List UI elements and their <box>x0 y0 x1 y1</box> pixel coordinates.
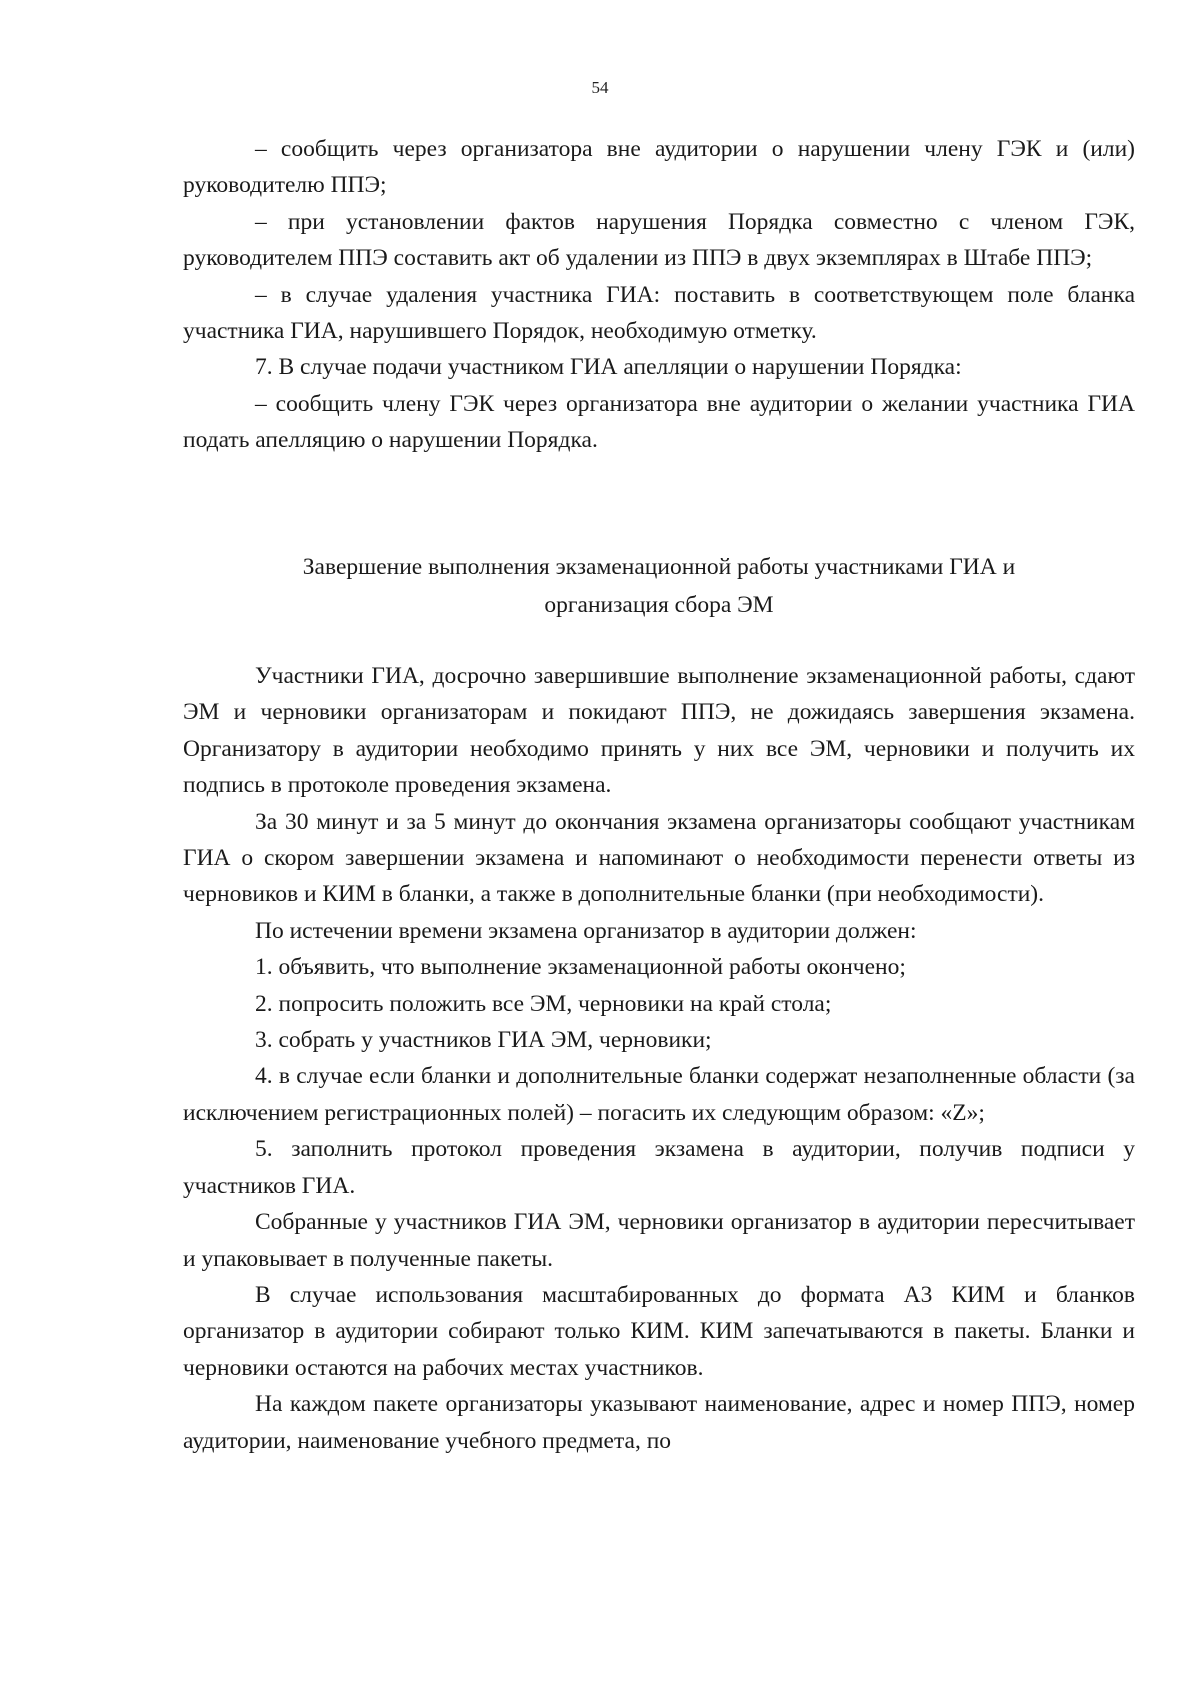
list-item: 5. заполнить протокол проведения экзамена в аудитории, получив подписи у участников ГИА. <box>183 1136 1135 1199</box>
section-heading <box>183 548 1135 624</box>
paragraph: – в случае удаления участника ГИА: поставить в соответствующем поле бланка участника ГИА, нарушившего Порядок, необходимую отметку. <box>183 281 1135 345</box>
section-violations <box>183 131 1135 459</box>
list-item: 3. собрать у участников ГИА ЭМ, черновики; <box>255 1027 712 1054</box>
paragraph: В случае использования масштабированных до формата А3 КИМ и бланков организатор в аудитории собирают только КИМ. КИМ запечатываются в пакеты. Бланки и черновики остаются на рабочих местах участников. <box>183 1281 1135 1381</box>
paragraph: За 30 минут и за 5 минут до окончания экзамена организаторы сообщают участникам ГИА о скором завершении экзамена и напоминают о необходимости перенести ответы из черновиков и КИМ в бланки, а также в дополнительные бланки (при необходимости). <box>183 808 1135 908</box>
paragraph: Участники ГИА, досрочно завершившие выполнение экзаменационной работы, сдают ЭМ и черновики организаторам и покидают ППЭ, не дожидаясь завершения экзамена. Организатору в аудитории необходимо принять у них все ЭМ, черновики и получить их подпись в протоколе проведения экзамена. <box>183 663 1135 799</box>
paragraph: – сообщить через организатора вне аудитории о нарушении члену ГЭК и (или) руководителю ППЭ; <box>183 136 1135 199</box>
paragraph: 7. В случае подачи участником ГИА апелляции о нарушении Порядка: <box>255 354 962 381</box>
list-item: 1. объявить, что выполнение экзаменационной работы окончено; <box>255 954 906 981</box>
section-exam-completion <box>183 658 1135 1459</box>
paragraph: Собранные у участников ГИА ЭМ, черновики организатор в аудитории пересчитывает и упаковывает в полученные пакеты. <box>183 1209 1135 1272</box>
heading-line: Завершение выполнения экзаменационной работы участниками ГИА и <box>302 554 1016 580</box>
page-number: 54 <box>591 78 609 97</box>
paragraph: – сообщить члену ГЭК через организатора вне аудитории о желании участника ГИА подать апелляцию о нарушении Порядка. <box>183 390 1135 454</box>
heading-line: организация сбора ЭМ <box>544 592 774 618</box>
list-item: 2. попросить положить все ЭМ, черновики на край стола; <box>255 990 832 1017</box>
paragraph: На каждом пакете организаторы указывают наименование, адрес и номер ППЭ, номер аудитории, наименование учебного предмета, по <box>183 1391 1135 1454</box>
paragraph: – при установлении фактов нарушения Порядка совместно с членом ГЭК, руководителем ППЭ составить акт об удалении из ППЭ в двух экземплярах в Штабе ППЭ; <box>183 208 1135 272</box>
paragraph: По истечении времени экзамена организатор в аудитории должен: <box>255 917 917 944</box>
list-item: 4. в случае если бланки и дополнительные бланки содержат незаполненные области (за исключением регистрационных полей) – погасить их следующим образом: «Z»; <box>183 1063 1135 1126</box>
